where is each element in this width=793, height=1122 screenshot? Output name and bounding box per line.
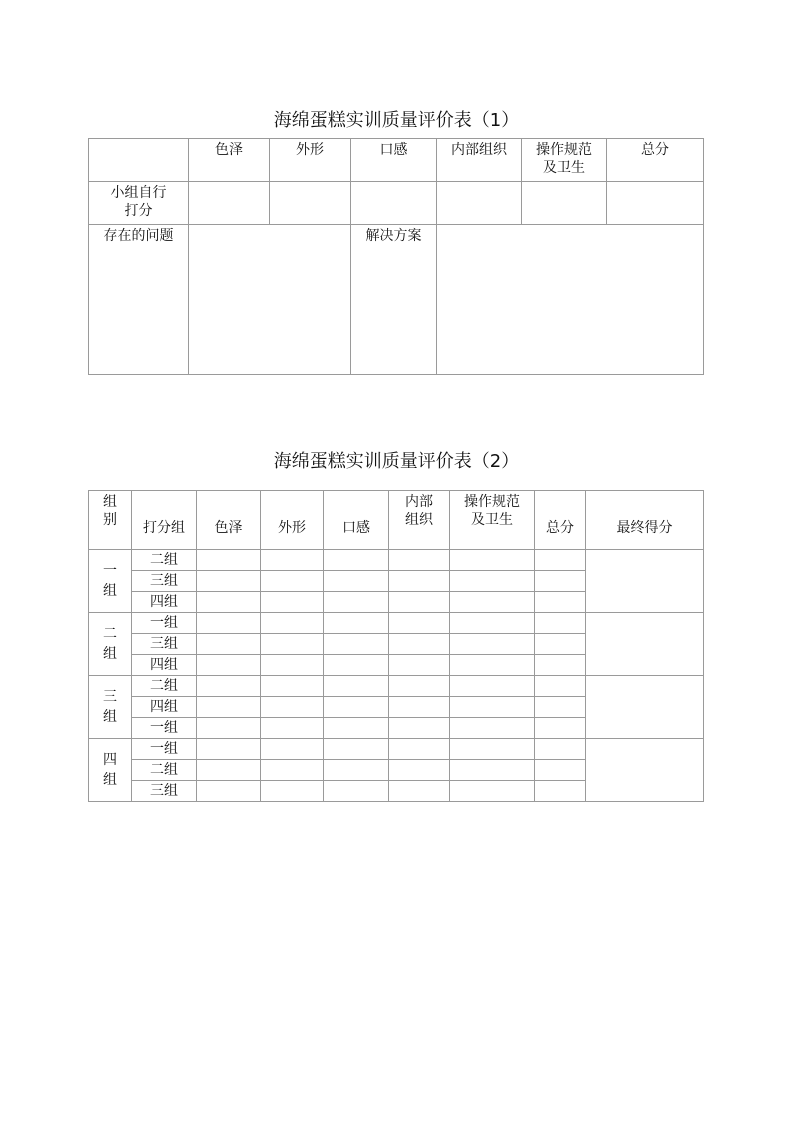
- scorer-cell: 二组: [132, 760, 197, 781]
- scorer-cell: 一组: [132, 739, 197, 760]
- score-cell[interactable]: [450, 634, 535, 655]
- score-cell[interactable]: [389, 613, 450, 634]
- score-cell[interactable]: [261, 739, 324, 760]
- score-cell[interactable]: [389, 550, 450, 571]
- score-cell[interactable]: [261, 655, 324, 676]
- score-cell-operation[interactable]: [522, 182, 607, 225]
- score-cell[interactable]: [261, 592, 324, 613]
- header-scoring-group: 打分组: [132, 491, 197, 550]
- score-cell[interactable]: [535, 760, 586, 781]
- score-cell[interactable]: [535, 655, 586, 676]
- score-cell[interactable]: [324, 550, 389, 571]
- score-cell[interactable]: [389, 718, 450, 739]
- score-cell[interactable]: [450, 655, 535, 676]
- final-score-cell-4[interactable]: [586, 739, 704, 802]
- header-operation-line1: 操作规范: [536, 142, 592, 158]
- scorer-cell: 二组: [132, 550, 197, 571]
- score-cell[interactable]: [535, 592, 586, 613]
- score-cell[interactable]: [389, 781, 450, 802]
- evaluation-table-1: [88, 138, 704, 375]
- score-cell[interactable]: [261, 697, 324, 718]
- scorer-cell: 二组: [132, 676, 197, 697]
- score-cell[interactable]: [324, 592, 389, 613]
- group-label-1-line1: 一: [103, 563, 117, 579]
- header-group-line1: 组: [103, 494, 117, 510]
- score-cell[interactable]: [389, 571, 450, 592]
- score-cell[interactable]: [197, 718, 261, 739]
- score-cell[interactable]: [197, 634, 261, 655]
- scorer-cell: 四组: [132, 655, 197, 676]
- header-taste: 口感: [351, 139, 437, 182]
- header-shape: 外形: [261, 491, 324, 550]
- score-cell[interactable]: [450, 592, 535, 613]
- score-cell[interactable]: [389, 760, 450, 781]
- score-cell[interactable]: [450, 781, 535, 802]
- scorer-cell: 一组: [132, 718, 197, 739]
- group-label-4-line2: 组: [103, 772, 117, 788]
- header-shape: 外形: [270, 139, 351, 182]
- evaluation-table-2: [88, 490, 704, 802]
- score-cell[interactable]: [389, 739, 450, 760]
- header-group-line2: 别: [103, 512, 117, 528]
- score-cell[interactable]: [450, 697, 535, 718]
- score-cell[interactable]: [324, 676, 389, 697]
- score-cell-shape[interactable]: [270, 182, 351, 225]
- header-operation-line2: 及卫生: [471, 512, 513, 528]
- score-cell[interactable]: [324, 571, 389, 592]
- header-texture-line1: 内部: [405, 494, 433, 510]
- score-cell[interactable]: [197, 739, 261, 760]
- group-label-1-line2: 组: [103, 583, 117, 599]
- score-cell[interactable]: [535, 613, 586, 634]
- header-color: 色泽: [189, 139, 270, 182]
- score-cell[interactable]: [389, 634, 450, 655]
- problems-input-area[interactable]: [189, 225, 351, 375]
- score-cell[interactable]: [324, 739, 389, 760]
- score-cell[interactable]: [535, 781, 586, 802]
- table2-title: 海绵蛋糕实训质量评价表（2）: [273, 451, 520, 472]
- score-cell[interactable]: [261, 676, 324, 697]
- score-cell[interactable]: [535, 571, 586, 592]
- header-operation-line2: 及卫生: [543, 160, 585, 176]
- group-label-2-line1: 二: [103, 626, 117, 642]
- score-cell[interactable]: [197, 781, 261, 802]
- header-texture: [389, 491, 450, 550]
- score-cell[interactable]: [197, 613, 261, 634]
- header-final-score: 最终得分: [586, 491, 704, 550]
- group-label-3-line1: 三: [103, 689, 117, 705]
- header-texture: 内部组织: [437, 139, 522, 182]
- scorer-cell: 三组: [132, 781, 197, 802]
- score-cell[interactable]: [535, 634, 586, 655]
- score-cell[interactable]: [450, 718, 535, 739]
- score-cell[interactable]: [535, 718, 586, 739]
- score-cell[interactable]: [197, 760, 261, 781]
- score-cell[interactable]: [197, 655, 261, 676]
- score-cell[interactable]: [450, 571, 535, 592]
- score-cell[interactable]: [197, 571, 261, 592]
- group-label-1: [89, 550, 132, 613]
- score-cell[interactable]: [197, 676, 261, 697]
- scorer-cell: 四组: [132, 697, 197, 718]
- solutions-input-area[interactable]: [437, 225, 704, 375]
- header-operation-line1: 操作规范: [464, 494, 520, 510]
- group-label-4-line1: 四: [103, 752, 117, 768]
- header-color: 色泽: [197, 491, 261, 550]
- score-cell[interactable]: [324, 760, 389, 781]
- final-score-cell-2[interactable]: [586, 613, 704, 676]
- score-cell[interactable]: [450, 613, 535, 634]
- final-score-cell-3[interactable]: [586, 676, 704, 739]
- group-label-3: [89, 676, 132, 739]
- corner-cell: [89, 139, 189, 182]
- header-group: [89, 491, 132, 550]
- problems-label: 存在的问题: [89, 225, 189, 375]
- group-label-2-line2: 组: [103, 646, 117, 662]
- score-cell[interactable]: [324, 718, 389, 739]
- score-cell[interactable]: [197, 697, 261, 718]
- scorer-cell: 三组: [132, 571, 197, 592]
- score-cell[interactable]: [197, 550, 261, 571]
- score-cell[interactable]: [450, 676, 535, 697]
- scorer-cell: 一组: [132, 613, 197, 634]
- header-total: 总分: [607, 139, 704, 182]
- scorer-cell: 三组: [132, 634, 197, 655]
- score-cell[interactable]: [261, 718, 324, 739]
- score-cell[interactable]: [389, 592, 450, 613]
- score-cell[interactable]: [324, 634, 389, 655]
- row-label-line2: 打分: [124, 203, 153, 219]
- score-cell[interactable]: [197, 592, 261, 613]
- score-cell[interactable]: [261, 613, 324, 634]
- score-cell[interactable]: [324, 613, 389, 634]
- header-operation: [522, 139, 607, 182]
- score-cell[interactable]: [324, 781, 389, 802]
- score-cell[interactable]: [535, 676, 586, 697]
- score-cell[interactable]: [261, 781, 324, 802]
- final-score-cell-1[interactable]: [586, 550, 704, 613]
- solutions-label: 解决方案: [351, 225, 437, 375]
- score-cell[interactable]: [535, 550, 586, 571]
- score-cell[interactable]: [324, 655, 389, 676]
- score-cell[interactable]: [261, 550, 324, 571]
- score-cell[interactable]: [324, 697, 389, 718]
- score-cell-total[interactable]: [607, 182, 704, 225]
- score-cell-color[interactable]: [189, 182, 270, 225]
- score-cell[interactable]: [389, 697, 450, 718]
- group-label-3-line2: 组: [103, 709, 117, 725]
- score-cell[interactable]: [389, 655, 450, 676]
- score-cell-texture[interactable]: [437, 182, 522, 225]
- header-taste: 口感: [324, 491, 389, 550]
- score-cell-taste[interactable]: [351, 182, 437, 225]
- row-label-self-score: [89, 182, 189, 225]
- score-cell[interactable]: [261, 571, 324, 592]
- score-cell[interactable]: [450, 739, 535, 760]
- group-label-2: [89, 613, 132, 676]
- score-cell[interactable]: [535, 697, 586, 718]
- scorer-cell: 四组: [132, 592, 197, 613]
- score-cell[interactable]: [450, 760, 535, 781]
- row-label-line1: 小组自行: [110, 185, 167, 201]
- score-cell[interactable]: [261, 634, 324, 655]
- table1-title: 海绵蛋糕实训质量评价表（1）: [273, 110, 520, 131]
- score-cell[interactable]: [535, 739, 586, 760]
- group-label-4: [89, 739, 132, 802]
- header-texture-line2: 组织: [405, 512, 433, 528]
- score-cell[interactable]: [389, 676, 450, 697]
- score-cell[interactable]: [261, 760, 324, 781]
- header-operation: [450, 491, 535, 550]
- score-cell[interactable]: [450, 550, 535, 571]
- header-total: 总分: [535, 491, 586, 550]
